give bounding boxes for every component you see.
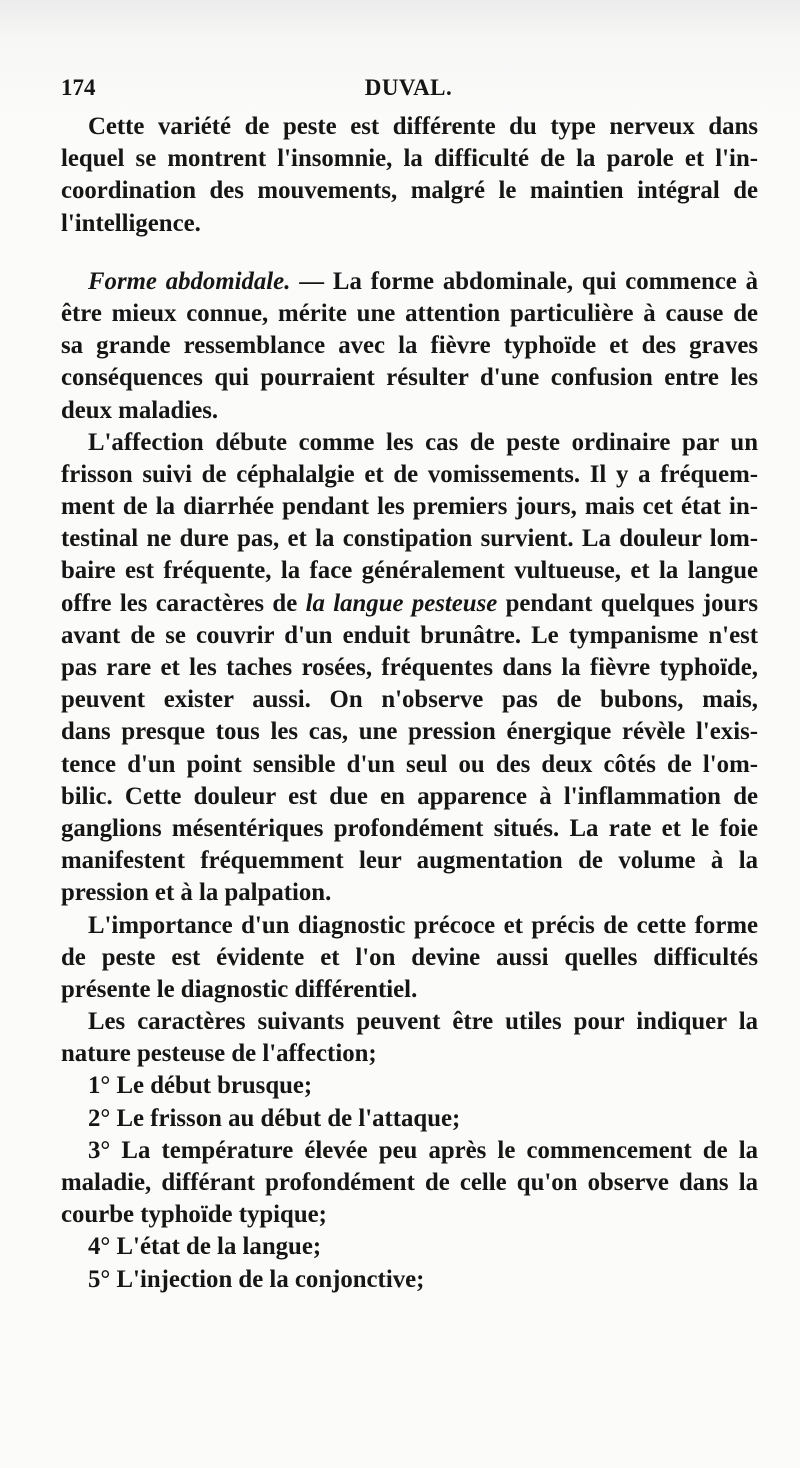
section-heading-line bbox=[61, 266, 758, 298]
text-line: avant de se couvrir d'un enduit brunâtre. Le tympanisme n'est bbox=[61, 621, 758, 649]
text-line: coordination des mouvements, malgré le maintien intégral de bbox=[61, 177, 758, 205]
text-line: deux maladies. bbox=[61, 396, 219, 424]
text-line: Cette variété de peste est différente du type nerveux dans bbox=[88, 113, 758, 140]
text-line: bilic. Cette douleur est due en apparence à l'inflammation de bbox=[61, 782, 758, 810]
text-line: Les caractères suivants peuvent être utiles pour indiquer la bbox=[88, 1008, 758, 1036]
text-run: pendant quelques jours bbox=[497, 589, 758, 617]
text-line: pas rare et les taches rosées, fréquentes dans la fièvre typhoïde, bbox=[61, 654, 758, 681]
text-run: offre les caractères de bbox=[61, 589, 306, 617]
list-item-continued: courbe typhoïde typique; bbox=[61, 1201, 327, 1229]
list-item-continued: maladie, différant profondément de celle qu'on observe dans la bbox=[61, 1169, 758, 1196]
text-line: pression et à la palpation. bbox=[61, 879, 332, 907]
list-item: 4° L'état de la langue; bbox=[88, 1233, 322, 1261]
text-line: baire est fréquente, la face généralement vultueuse, et la langue bbox=[61, 557, 758, 585]
text-line: peuvent exister aussi. On n'observe pas de bubons, mais, bbox=[61, 686, 758, 714]
text-line: l'intelligence. bbox=[61, 209, 201, 237]
list-item: 1° Le début brusque; bbox=[88, 1072, 313, 1100]
text-line: L'affection débute comme les cas de peste ordinaire par un bbox=[88, 428, 758, 456]
page-number: 174 bbox=[61, 75, 96, 100]
text-line: sa grande ressemblance avec la fièvre typhoïde et des graves bbox=[61, 332, 758, 360]
text-line: présente le diagnostic différentiel. bbox=[61, 975, 418, 1003]
text-line: frisson suivi de céphalalgie et de vomissements. Il y a fréquem- bbox=[61, 460, 758, 488]
text-line: lequel se montrent l'insomnie, la difficulté de la parole et l'in- bbox=[61, 145, 758, 173]
text-line: conséquences qui pourraient résulter d'une confusion entre les bbox=[61, 364, 758, 392]
body-text bbox=[61, 111, 758, 1296]
running-head bbox=[61, 70, 756, 106]
running-head-title: DUVAL. bbox=[364, 75, 453, 100]
text-run: — La forme abdominale, qui commence à bbox=[290, 267, 759, 295]
text-line bbox=[61, 588, 758, 620]
text-line: testinal ne dure pas, et la constipation survient. La douleur lom- bbox=[61, 525, 758, 553]
text-line: de peste est évidente et l'on devine aussi quelles difficultés bbox=[61, 943, 758, 971]
text-line: ment de la diarrhée pendant les premiers jours, mais cet état in- bbox=[61, 493, 758, 521]
section-gap bbox=[61, 240, 758, 266]
text-line: dans presque tous les cas, une pression énergique révèle l'exis- bbox=[61, 718, 758, 746]
text-line: ganglions mésentériques profondément situés. La rate et le foie bbox=[61, 814, 758, 842]
text-line: nature pesteuse de l'affection; bbox=[61, 1040, 377, 1068]
text-line: L'importance d'un diagnostic précoce et précis de cette forme bbox=[88, 911, 758, 939]
italic-term: la langue pesteuse bbox=[305, 589, 498, 617]
text-line: manifestent fréquemment leur augmentation de volume à la bbox=[61, 847, 758, 875]
section-heading: Forme abdomidale. bbox=[88, 267, 291, 295]
list-item: 2° Le frisson au début de l'attaque; bbox=[88, 1104, 461, 1132]
list-item: 3° La température élevée peu après le commencement de la bbox=[88, 1136, 758, 1164]
text-line: être mieux connue, mérite une attention particulière à cause de bbox=[61, 299, 758, 327]
list-item: 5° L'injection de la conjonctive; bbox=[88, 1265, 425, 1293]
text-line: tence d'un point sensible d'un seul ou des deux côtés de l'om- bbox=[61, 750, 758, 778]
